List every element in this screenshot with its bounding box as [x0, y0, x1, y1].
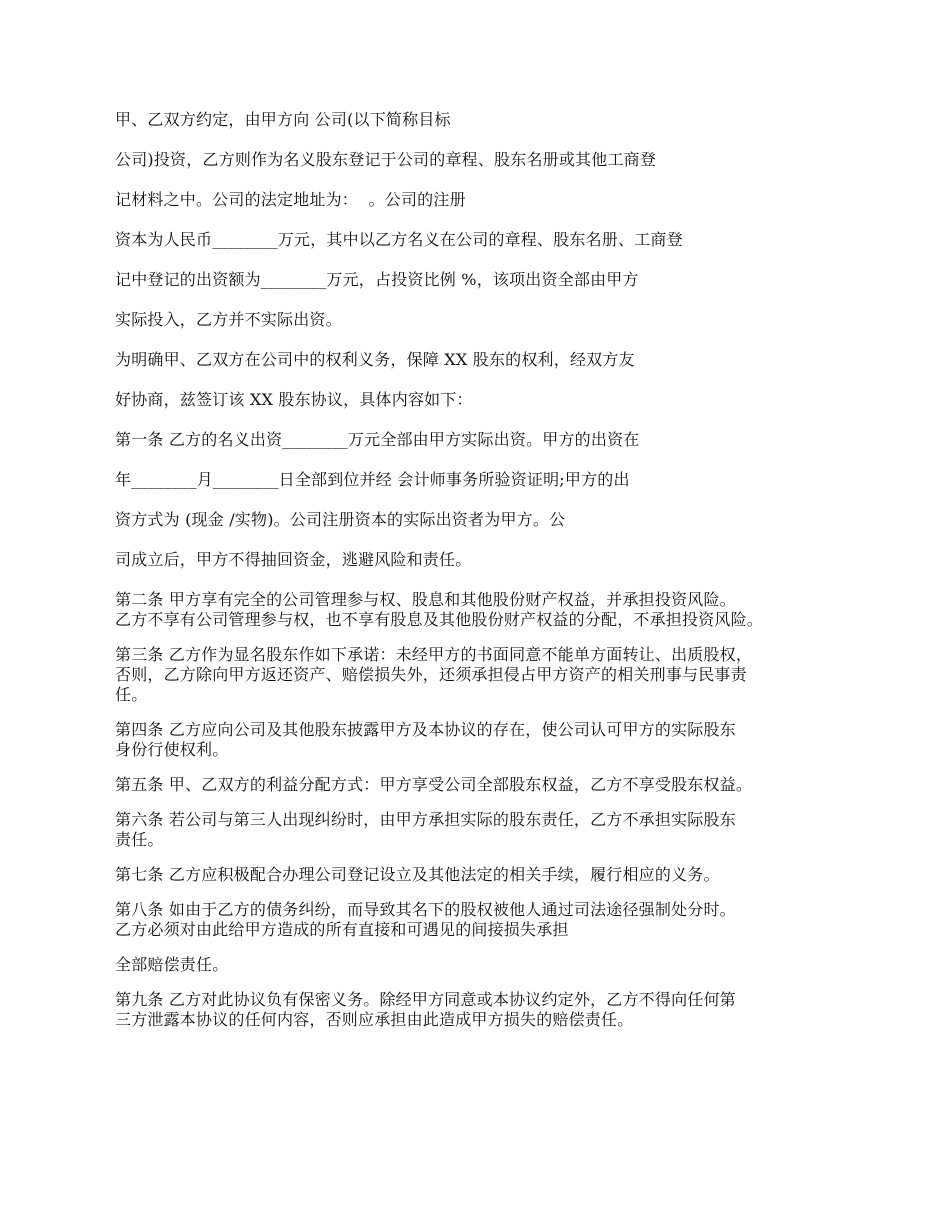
- article-line: 责任。: [115, 830, 164, 849]
- article-line: 第二条 甲方享有完全的公司管理参与权、股息和其他股份财产权益，并承担投资风险。: [115, 590, 736, 609]
- article-5: [115, 775, 860, 795]
- text-line: 好协商，兹签订该 XX 股东协议，具体内容如下：: [115, 390, 473, 409]
- text-line: 为明确甲、乙双方在公司中的权利义务，保障 XX 股东的权利，经双方友: [115, 350, 635, 369]
- text-line: 实际投入，乙方并不实际出资。: [115, 310, 342, 329]
- text-line: 资方式为 (现金 /实物)。公司注册资本的实际出资者为甲方。公: [115, 510, 566, 529]
- text-line: 记中登记的出资额为________万元，占投资比例 %，该项出资全部由甲方: [115, 270, 639, 289]
- text-line: 甲、乙双方约定，由甲方向 公司(以下简称目标: [115, 110, 451, 129]
- text-line: 记材料之中。公司的法定地址为： 。公司的注册: [115, 190, 466, 209]
- article-line: 第三条 乙方作为显名股东作如下承诺：未经甲方的书面同意不能单方面转让、出质股权，: [115, 645, 753, 664]
- text-line: 资本为人民币________万元，其中以乙方名义在公司的章程、股东名册、工商登: [115, 230, 683, 249]
- text-line: 第一条 乙方的名义出资________万元全部由甲方实际出资。甲方的出资在: [115, 430, 640, 449]
- text-line: 公司)投资，乙方则作为名义股东登记于公司的章程、股东名册或其他工商登: [115, 150, 657, 169]
- article-line: 否则，乙方除向甲方返还资产、赔偿损失外，还须承担侵占甲方资产的相关刑事与民事责: [115, 665, 747, 684]
- article-line: 第五条 甲、乙双方的利益分配方式：甲方享受公司全部股东权益，乙方不享受股东权益。: [115, 775, 753, 794]
- article-line: 第六条 若公司与第三人出现纠纷时，由甲方承担实际的股东责任，乙方不承担实际股东: [115, 810, 736, 829]
- article-line: 乙方必须对由此给甲方造成的所有直接和可遇见的间接损失承担: [115, 920, 569, 939]
- article-line: 第八条 如由于乙方的债务纠纷，而导致其名下的股权被他人通过司法途径强制处分时。: [115, 900, 736, 919]
- text-line: 司成立后，甲方不得抽回资金，逃避风险和责任。: [115, 550, 472, 569]
- article-line: 三方泄露本协议的任何内容，否则应承担由此造成甲方损失的赔偿责任。: [115, 1010, 634, 1029]
- article-line: 任。: [115, 685, 148, 704]
- article-9: [115, 990, 860, 1030]
- article-7: [115, 865, 860, 885]
- article-3: [115, 645, 860, 705]
- article-line: 第七条 乙方应积极配合办理公司登记设立及其他法定的相关手续，履行相应的义务。: [115, 865, 720, 884]
- document-body: [115, 110, 860, 1045]
- article-2: [115, 590, 860, 630]
- article-6: [115, 810, 860, 850]
- article-line: 全部赔偿责任。: [115, 955, 229, 974]
- article-8-continued: [115, 955, 860, 975]
- article-4: [115, 720, 860, 760]
- article-8: [115, 900, 860, 940]
- article-line: 第九条 乙方对此协议负有保密义务。除经甲方同意或本协议约定外，乙方不得向任何第: [115, 990, 736, 1009]
- article-line: 第四条 乙方应向公司及其他股东披露甲方及本协议的存在，使公司认可甲方的实际股东: [115, 720, 736, 739]
- text-line: 年________月________日全部到位并经 会计师事务所验资证明;甲方的出: [115, 470, 630, 489]
- article-line: 身份行使权利。: [115, 740, 229, 759]
- article-line: 乙方不享有公司管理参与权，也不享有股息及其他股份财产权益的分配，不承担投资风险。: [115, 610, 764, 629]
